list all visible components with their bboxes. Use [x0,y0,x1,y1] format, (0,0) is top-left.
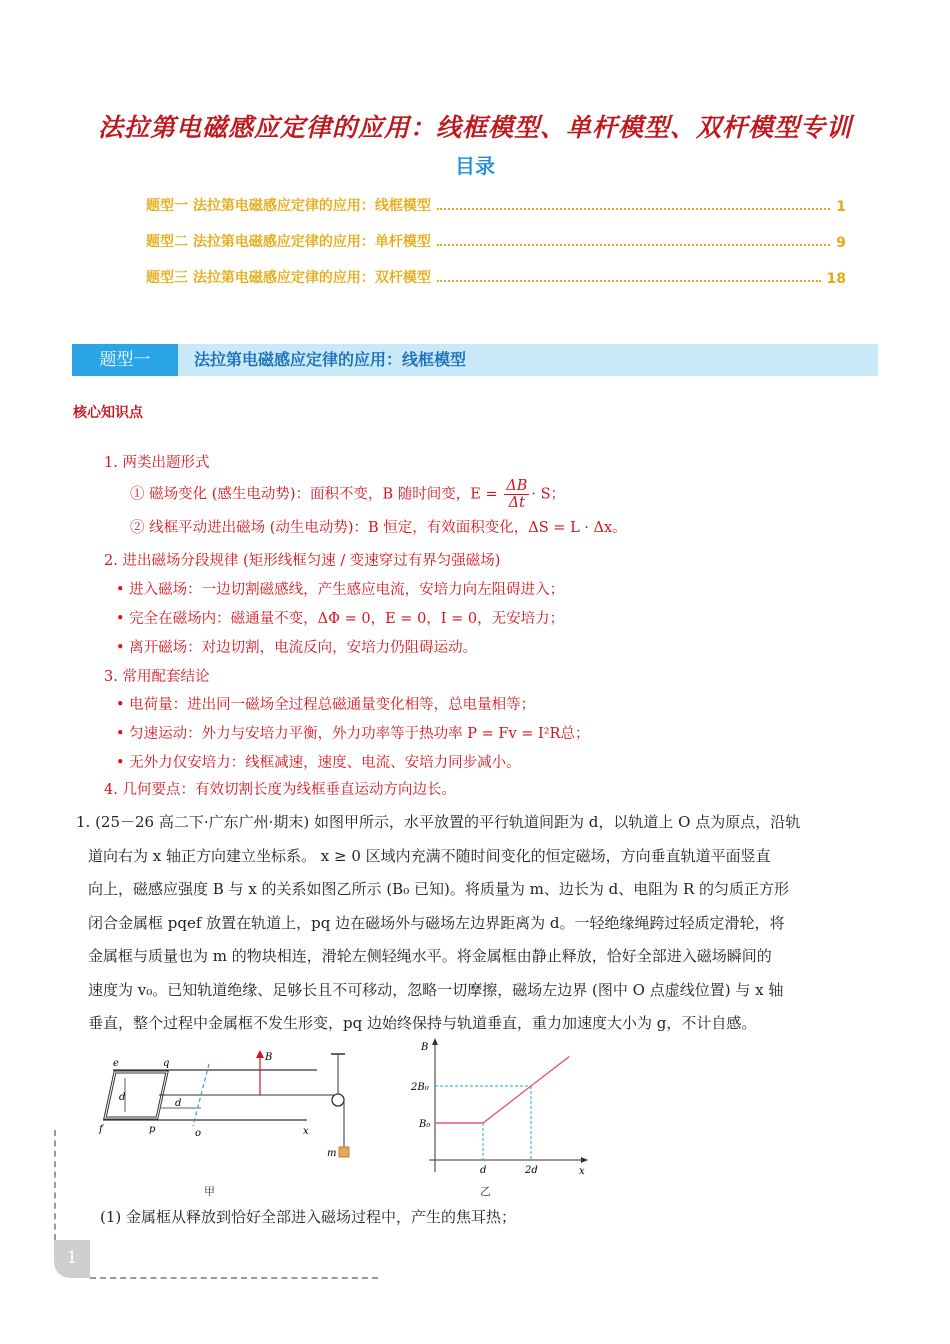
toc-item[interactable] [146,193,846,215]
label-e: e [113,1058,119,1069]
label-o: o [195,1128,202,1139]
toc-leader [437,208,830,210]
figure-a-caption: 甲 [204,1185,215,1198]
knowledge-item: • 离开磁场：对边切割，电流反向，安培力仍阻碍运动。 [116,640,478,656]
toc-item[interactable] [146,229,846,251]
section-band [72,344,878,376]
figure-a-apparatus [95,1050,365,1165]
knowledge-item: • 进入磁场：一边切割磁感线，产生感应电流，安培力向左阻碍进入； [116,582,565,598]
toc-item[interactable] [146,265,846,287]
knowledge-item: • 完全在磁场内：磁通量不变，ΔΦ = 0，E = 0，I = 0，无安培力； [116,611,565,627]
label-d-horizontal: d [175,1098,182,1109]
label-d-vertical: d [119,1092,126,1103]
knowledge-text: · S； [531,486,566,503]
question-line: 垂直，整个过程中金属框不发生形变，pq 边始终保持与轨道垂直，重力加速度大小为 g，不计自感。 [88,1014,757,1032]
figure-b-chart [395,1036,595,1176]
toc-item-page: 9 [836,235,846,251]
toc-leader [437,280,821,282]
question-line: 1. (25－26 高二下·广东广州·期末) 如图甲所示，水平放置的平行轨道间距为 d，以轨道上 O 点为原点，沿轨 [76,813,801,831]
question-line: 速度为 v₀。已知轨道绝缘、足够长且不可移动，忽略一切摩擦，磁场左边界 (图中 O 点虚线位置) 与 x 轴 [88,980,784,999]
section-title: 法拉第电磁感应定律的应用：线框模型 [194,350,467,369]
toc-item-page: 18 [826,271,846,287]
question-line: 金属框与质量也为 m 的物块相连，滑轮左侧轻绳水平。将金属框由静止释放，恰好全部进入磁场瞬间的 [88,947,772,965]
label-B: B [265,1052,273,1063]
core-heading: 核心知识点 [73,405,143,421]
knowledge-text: ① 磁场变化 (感生电动势)：面积不变，B 随时间变，E = [130,486,503,503]
y-tick-label: 2B₀ [411,1082,429,1093]
knowledge-item: • 无外力仅安培力：线框减速，速度、电流、安培力同步减小。 [116,755,521,771]
knowledge-item: • 匀速运动：外力与安培力平衡，外力功率等于热功率 P = Fv = I²R总； [116,726,590,742]
label-p: p [149,1124,156,1135]
section-tag: 题型一 [72,344,178,376]
knowledge-item [130,478,565,511]
question-line: 道向右为 x 轴正方向建立坐标系。 x ≥ 0 区域内充满不随时间变化的恒定磁场，方向垂直轨道平面竖直 [88,846,771,865]
toc-item-page: 1 [836,199,846,215]
toc-item-label: 题型三 法拉第电磁感应定律的应用：双杆模型 [146,270,431,286]
fraction-numerator: ΔB [506,478,528,494]
y-axis-label: B [421,1042,429,1053]
page-border-dashed [54,1130,56,1240]
fraction-denominator: Δt [508,495,525,511]
knowledge-item: • 电荷量：进出同一磁场全过程总磁通量变化相等，总电量相等； [116,697,536,713]
question-line: 闭合金属框 pqef 放置在轨道上，pq 边在磁场外与磁场左边界距离为 d。一轻绝缘绳跨过轻质定滑轮，将 [88,913,785,932]
toc-item-label: 题型一 法拉第电磁感应定律的应用：线框模型 [146,198,431,214]
b-x-series-line [435,1056,569,1123]
figure-b-caption: 乙 [480,1185,491,1198]
page-border-dashed [90,1277,378,1279]
label-q: q [163,1058,170,1069]
knowledge-item: 4. 几何要点：有效切割长度为线框垂直运动方向边长。 [104,782,456,798]
x-tick-label: 2d [525,1165,538,1176]
knowledge-item: 2. 进出磁场分段规律 (矩形线框匀速 / 变速穿过有界匀强磁场) [104,553,501,569]
toc-item-label: 题型二 法拉第电磁感应定律的应用：单杆模型 [146,234,431,250]
toc-heading: 目录 [455,154,495,178]
label-x: x [303,1126,309,1137]
sub-question-1: (1) 金属框从释放到恰好全部进入磁场过程中，产生的焦耳热； [100,1208,517,1226]
document-title: 法拉第电磁感应定律的应用：线框模型、单杆模型、双杆模型专训 [97,113,852,142]
page-number: 1 [54,1240,90,1278]
y-tick-label: B₀ [419,1119,431,1130]
x-axis-label: x [579,1166,585,1176]
x-tick-label: d [480,1165,487,1176]
knowledge-item: 1. 两类出题形式 [104,455,210,471]
fraction [504,478,529,511]
label-m: m [327,1148,337,1159]
knowledge-item: ② 线框平动进出磁场 (动生电动势)：B 恒定，有效面积变化，ΔS = L · Δx。 [130,520,627,536]
label-f: f [99,1124,103,1135]
knowledge-item: 3. 常用配套结论 [104,669,210,685]
question-text [76,806,880,1041]
toc-leader [437,244,830,246]
question-line: 向上，磁感应强度 B 与 x 的关系如图乙所示 (B₀ 已知)。将质量为 m、边长为 d、电阻为 R 的匀质正方形 [88,880,790,898]
